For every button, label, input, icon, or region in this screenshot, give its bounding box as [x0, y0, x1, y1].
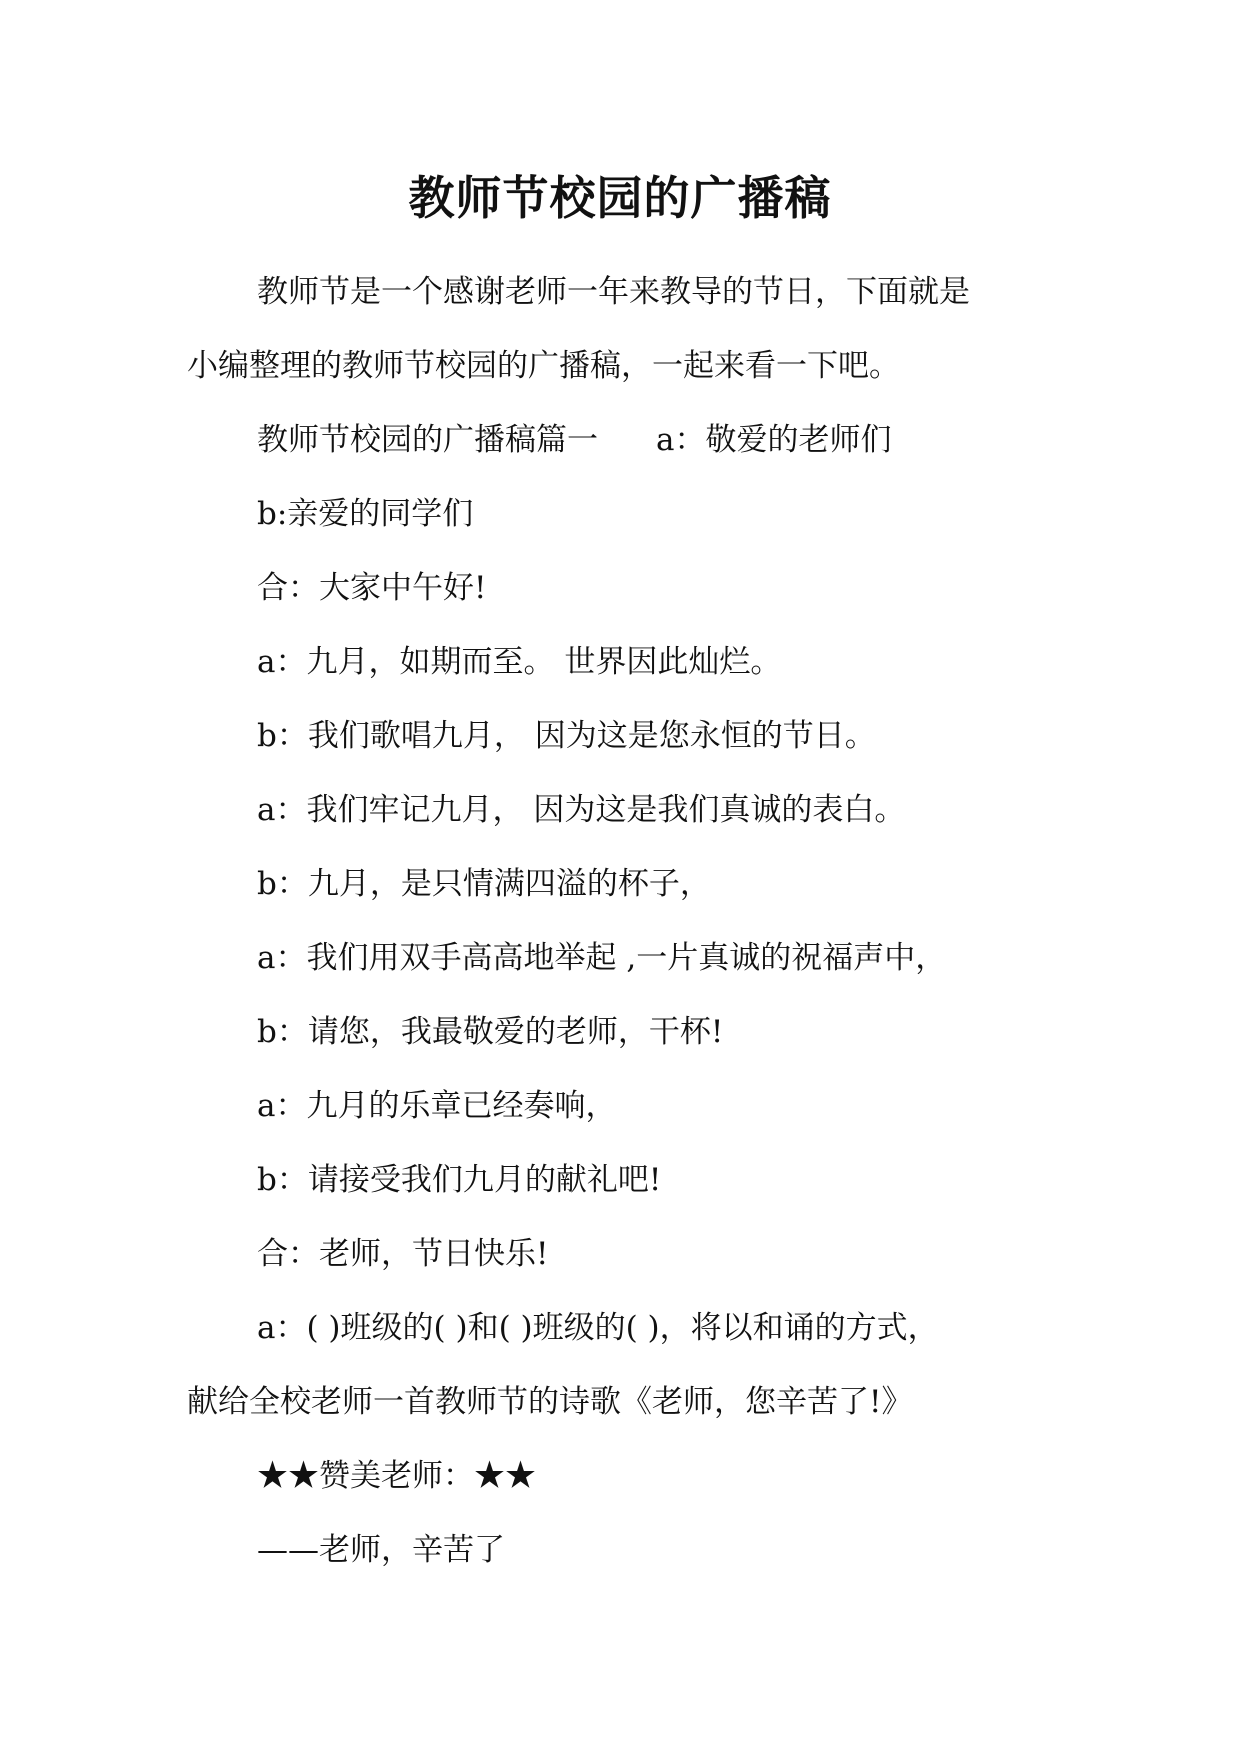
dialogue-line: a：( )班级的( )和( )班级的( )，将以和诵的方式，: [257, 1310, 939, 1346]
dialogue-line: b：我们歌唱九月， 因为这是您永恒的节日。: [257, 718, 876, 754]
continuation-line: 献给全校老师一首教师节的诗歌《老师，您辛苦了!》: [187, 1384, 913, 1420]
dialogue-line: a：我们用双手高高地举起 ,一片真诚的祝福声中，: [257, 940, 947, 976]
dialogue-line: b：请接受我们九月的献礼吧!: [257, 1162, 662, 1198]
dialogue-line: a：九月的乐章已经奏响，: [257, 1088, 617, 1124]
dialogue-line: a：九月，如期而至。 世界因此灿烂。: [257, 644, 782, 680]
praise-heading: ★★赞美老师：★★: [257, 1458, 536, 1494]
intro-line-2: 小编整理的教师节校园的广播稿，一起来看一下吧。: [187, 348, 900, 384]
dialogue-line: a：敬爱的老师们: [656, 422, 892, 458]
dialogue-line: b:亲爱的同学们: [257, 496, 474, 532]
section-heading: 教师节校园的广播稿篇一: [257, 422, 598, 458]
dialogue-line: a：我们牢记九月， 因为这是我们真诚的表白。: [257, 792, 906, 828]
dialogue-line: 合：大家中午好!: [257, 570, 487, 606]
intro-line-1: 教师节是一个感谢老师一年来教导的节日，下面就是: [257, 274, 970, 310]
poem-title: ——老师，辛苦了: [257, 1532, 505, 1568]
dialogue-line: 合：老师，节日快乐!: [257, 1236, 549, 1272]
dialogue-line: b：九月，是只情满四溢的杯子，: [257, 866, 711, 902]
section-heading-row: [257, 420, 891, 460]
document-title: 教师节校园的广播稿: [408, 171, 832, 225]
dialogue-line: b：请您，我最敬爱的老师，干杯!: [257, 1014, 724, 1050]
